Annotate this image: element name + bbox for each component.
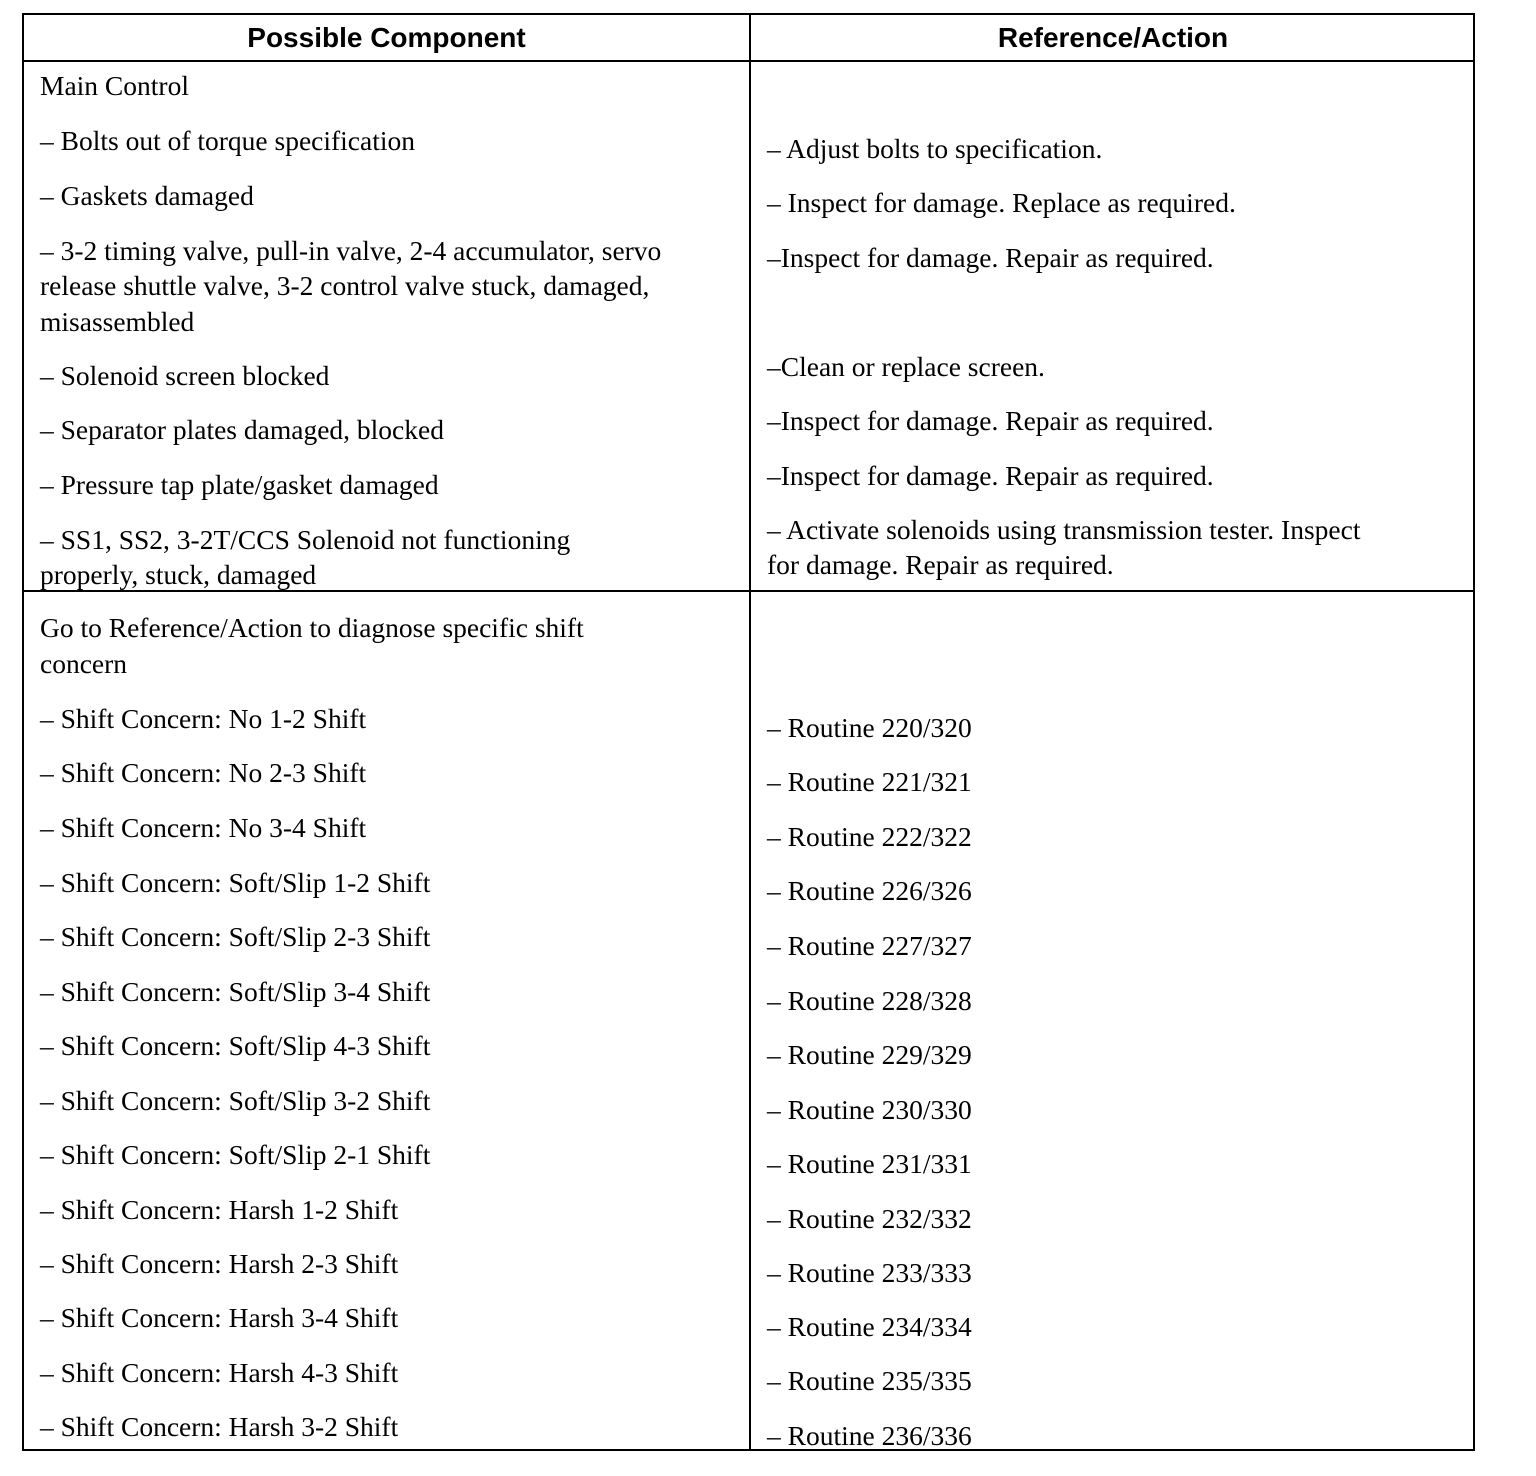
component-text: misassembled (40, 306, 195, 337)
action-text: – Routine 232/332 (767, 1203, 972, 1234)
component-text: – 3-2 timing valve, pull-in valve, 2-4 accumulator, servo (40, 235, 662, 266)
component-text: – Shift Concern: Soft/Slip 3-2 Shift (40, 1085, 431, 1116)
component-text: – Shift Concern: No 2-3 Shift (40, 757, 367, 788)
action-text: – Routine 233/333 (767, 1257, 972, 1288)
component-text: – Shift Concern: Soft/Slip 1-2 Shift (40, 867, 431, 898)
action-text: – Routine 229/329 (767, 1039, 972, 1070)
action-text: –Inspect for damage. Repair as required. (767, 242, 1214, 273)
action-text: – Adjust bolts to specification. (767, 133, 1103, 164)
action-text: – Routine 222/322 (767, 821, 972, 852)
section-title-shift-concern: concern (40, 648, 128, 679)
diagnostic-table (22, 13, 1475, 1451)
component-text: – Shift Concern: No 1-2 Shift (40, 703, 367, 734)
component-text: – Shift Concern: Soft/Slip 3-4 Shift (40, 976, 431, 1007)
component-text: release shuttle valve, 3-2 control valve stuck, damaged, (40, 270, 650, 301)
component-text: – Bolts out of torque specification (40, 125, 415, 156)
action-text: – Routine 230/330 (767, 1094, 972, 1125)
action-text: – Routine 227/327 (767, 930, 972, 961)
header-possible-component: Possible Component (247, 21, 526, 53)
component-text: – Pressure tap plate/gasket damaged (40, 469, 439, 500)
component-text: – Shift Concern: Harsh 1-2 Shift (40, 1194, 399, 1225)
action-text: – Routine 236/336 (767, 1420, 972, 1451)
action-text: – Routine 220/320 (767, 712, 972, 743)
component-text: – SS1, SS2, 3-2T/CCS Solenoid not functioning (40, 524, 571, 555)
action-text: for damage. Repair as required. (767, 549, 1114, 580)
component-text: – Shift Concern: No 3-4 Shift (40, 812, 367, 843)
component-text: – Shift Concern: Soft/Slip 4-3 Shift (40, 1030, 431, 1061)
component-text: – Shift Concern: Harsh 2-3 Shift (40, 1248, 399, 1279)
component-text: – Shift Concern: Soft/Slip 2-1 Shift (40, 1139, 431, 1170)
action-text: – Routine 235/335 (767, 1365, 972, 1396)
component-text: – Separator plates damaged, blocked (40, 414, 444, 445)
component-text: – Shift Concern: Harsh 3-4 Shift (40, 1302, 399, 1333)
action-text: – Routine 231/331 (767, 1148, 972, 1179)
section-title-main-control: Main Control (40, 70, 189, 101)
action-text: –Clean or replace screen. (767, 351, 1045, 382)
component-text: – Shift Concern: Harsh 4-3 Shift (40, 1357, 399, 1388)
component-text: – Shift Concern: Soft/Slip 2-3 Shift (40, 921, 431, 952)
column-divider (749, 15, 751, 1449)
action-text: – Inspect for damage. Replace as required. (767, 187, 1236, 218)
action-text: – Activate solenoids using transmission tester. Inspect (767, 514, 1361, 545)
action-text: –Inspect for damage. Repair as required. (767, 405, 1214, 436)
action-text: –Inspect for damage. Repair as required. (767, 460, 1214, 491)
header-divider (24, 60, 1473, 62)
component-text: – Solenoid screen blocked (40, 360, 330, 391)
section-title-shift-concern: Go to Reference/Action to diagnose specific shift (40, 612, 584, 643)
component-text: properly, stuck, damaged (40, 559, 317, 590)
action-text: – Routine 228/328 (767, 985, 972, 1016)
action-text: – Routine 226/326 (767, 875, 972, 906)
component-text: – Shift Concern: Harsh 3-2 Shift (40, 1411, 399, 1442)
component-text: – Gaskets damaged (40, 180, 254, 211)
header-reference-action: Reference/Action (997, 21, 1229, 53)
action-text: – Routine 221/321 (767, 766, 972, 797)
action-text: – Routine 234/334 (767, 1311, 972, 1342)
